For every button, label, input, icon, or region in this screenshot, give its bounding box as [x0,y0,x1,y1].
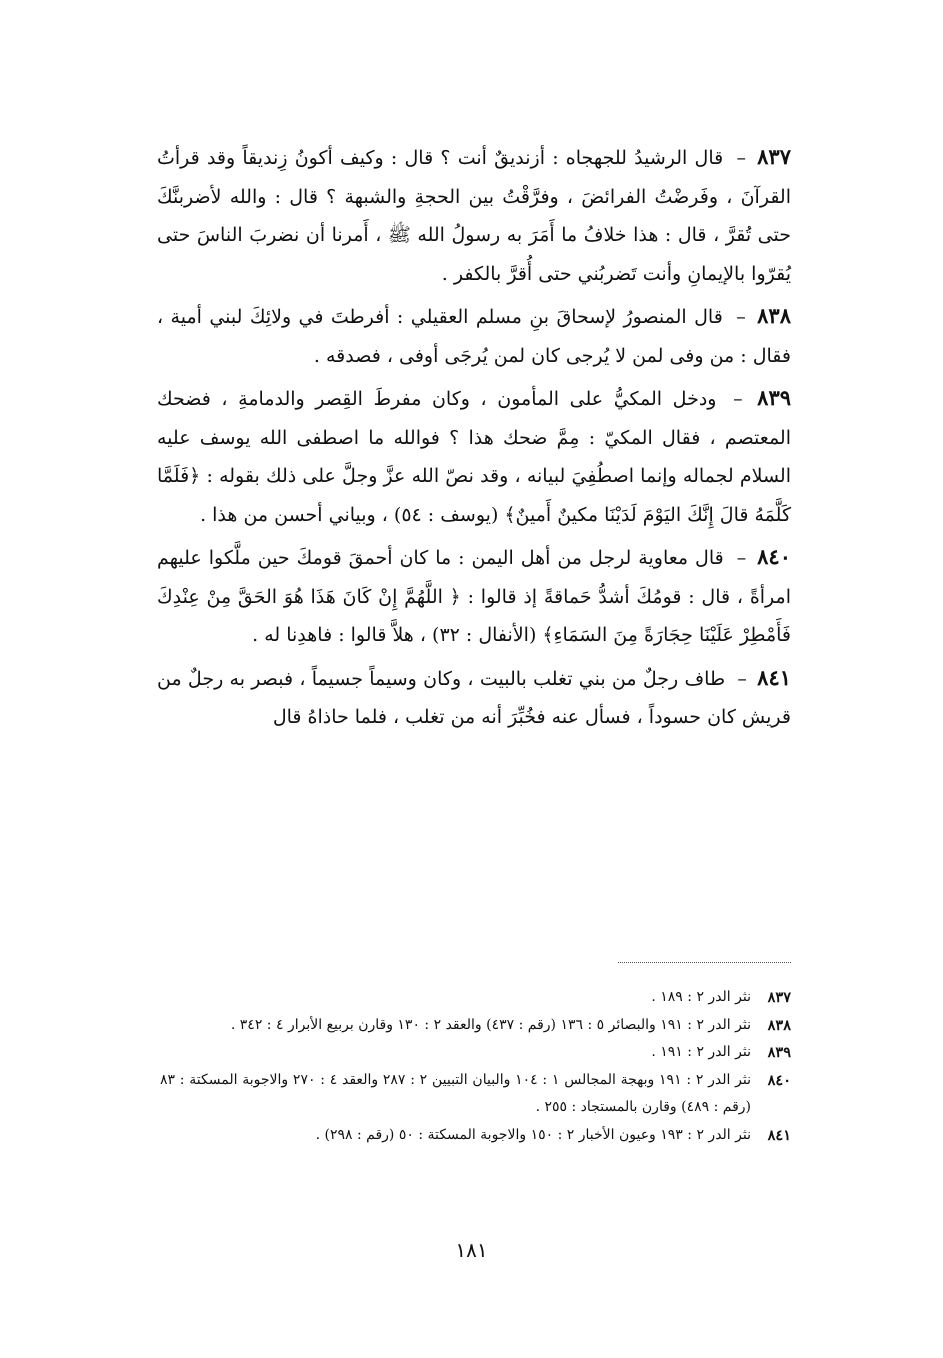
footnote-text: نثر الدر ٢ : ١٩١ . [651,1044,751,1060]
paragraph-838 [157,297,791,375]
footnote-841 [160,1122,791,1150]
footnotes [160,984,791,1149]
footnote-837 [160,984,791,1012]
entry-text: قال الرشيدُ للجهجاه : أزنديقٌ أنت ؟ قال : وكيف أكونُ زِنديقاً وقد قرأتُ القرآنَ ، وفَرضْتُ الفرائضَ ، وفرَّقْتُ بين الحجةِ والشبهة ؟ قال : والله لأضربنَّكَ حتى تُقرَّ ، قال : هذا خلافُ ما أَمَرَ به رسولُ الله ﷺ ، أَمرنا أن نضربَ الناسَ حتى يُقرّوا بالإيمانِ وأنت تَضربُني حتى أُقرَّ بالكفر . [157,147,791,285]
footnote-number: ٨٣٩ [767,1044,791,1061]
paragraph-839 [157,379,791,534]
footnote-text: نثر الدر ٢ : ١٩٣ وعيون الأخبار ٢ : ١٥٠ والاجوبة المسكتة : ٥٠ (رقم : ٢٩٨) . [315,1126,751,1143]
entry-number: ٨٤١ [757,664,792,690]
footnote-text: نثر الدر ٢ : ١٩١ والبصائر ٥ : ١٣٦ (رقم : ٤٣٧) والعقد ٢ : ١٣٠ وقارن بربيع الأبرار ٤ : ٣٤٢ . [230,1016,751,1033]
entry-text: طاف رجلٌ من بني تغلب بالبيت ، وكان وسيماً جسيماً ، فبصر به رجلٌ من قريش كان حسوداً ، فسأل عنه فخُبِّرَ أنه من تغلب ، فلما حاذاهُ قال [157,667,791,728]
entry-text: قال معاوية لرجل من أهل اليمن : ما كان أحمقَ قومكَ حين ملَّكوا عليهم امرأةً ، قال : قومُكَ أشدُّ حَماقةً إذ قالوا : ﴿ اللَّهُمَّ إِنْ كَانَ هَذَا هُوَ الحَقَّ مِنْ عِنْدِكَ فَأَمْطِرْ عَلَيْنَا حِجَارَةً مِنَ السَمَاءِ﴾ (الأنفال : ٣٢) ، هلاَّ قالوا : فاهدِنا له . [157,547,791,646]
footnote-text: نثر الدر ٢ : ١٨٩ . [651,989,751,1005]
paragraph-841 [157,659,791,737]
entry-text: قال المنصورُ لإسحاقَ بنِ مسلم العقيلي : أفرطتَ في ولائِكَ لبني أمية ، فقال : من وفى لمن لا يُرجى كان لمن يُرجَى أوفى ، فصدقه . [157,306,791,367]
entry-dash: – [736,306,746,328]
entry-dash: – [737,667,747,690]
entry-number: ٨٣٧ [757,144,791,169]
footnote-number: ٨٣٧ [767,989,791,1006]
entry-number: ٨٣٨ [757,303,791,328]
footnote-839 [160,1039,791,1067]
footnote-number: ٨٤٠ [767,1071,791,1089]
footnote-divider [618,962,791,963]
entry-dash: – [736,147,746,169]
paragraph-840 [157,538,791,655]
footnote-number: ٨٣٨ [767,1016,791,1034]
entry-dash: – [733,388,743,410]
entry-text: ودخل المكيُّ على المأمون ، وكان مفرطَ القِصر والدمامةِ ، فضحك المعتصم ، فقال المكيّ : مِمَّ ضحك هذا ؟ فوالله ما اصطفى الله يوسف عليه السلام لجماله وإنما اصطُفِيَ لبيانه ، وقد نصّ الله عزَّ وجلَّ على ذلك بقوله : ﴿فَلَمَّا كَلَّمَهُ قالَ إِنَّكَ اليَوْمَ لَدَيْنَا مكينٌ أَمينٌ﴾ (يوسف : ٥٤) ، وبياني أحسن من هذا . [157,388,791,526]
footnote-838 [160,1012,791,1040]
entry-dash: – [736,547,747,569]
footnote-number: ٨٤١ [767,1126,791,1144]
entry-number: ٨٣٩ [757,385,792,410]
footnote-text: نثر الدر ٢ : ١٩١ وبهجة المجالس ١ : ١٠٤ والبيان التبيين ٢ : ٢٨٧ والعقد ٤ : ٢٧٠ والاجوبة المسكتة : ٨٣ (رقم : ٤٨٩) وقارن بالمستجاد : ٢٥٥ . [160,1071,751,1115]
main-text [157,138,791,741]
paragraph-837 [157,138,791,293]
footnote-840 [160,1067,791,1122]
entry-number: ٨٤٠ [757,544,791,569]
page-number: ١٨١ [455,1238,488,1262]
